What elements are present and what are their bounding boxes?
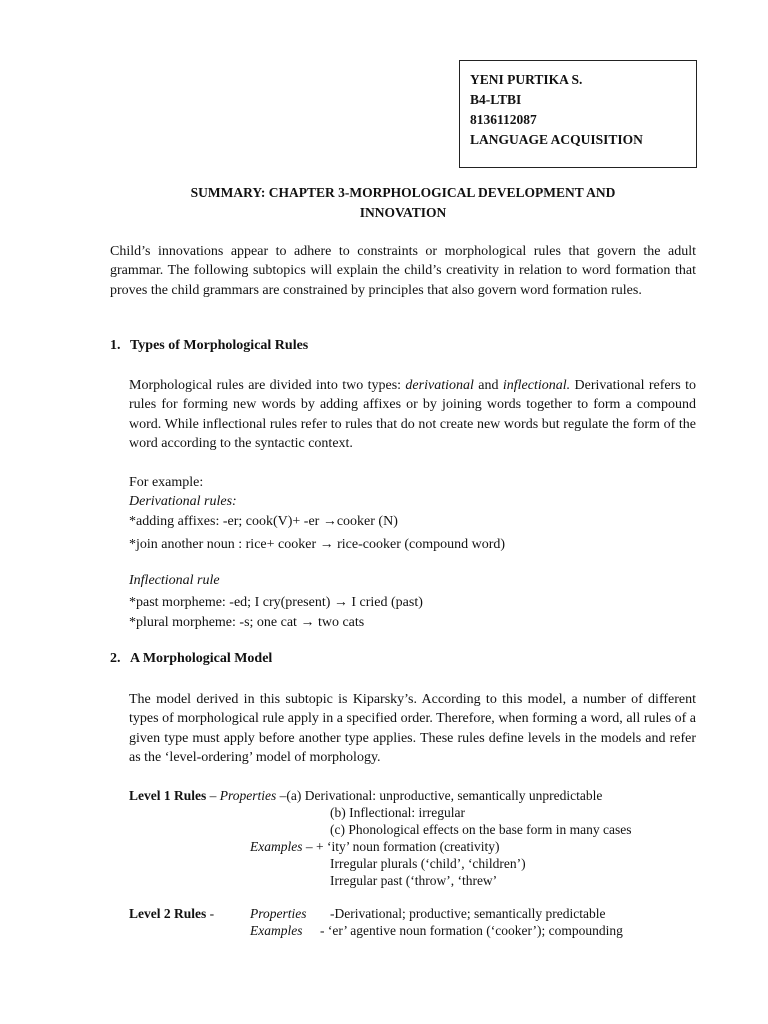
deriv-ex2-text: *join another noun : rice+ cooker bbox=[129, 537, 320, 552]
level-1-rules-row bbox=[129, 788, 602, 805]
level-2-rules-row bbox=[129, 906, 214, 923]
student-id: 8136112087 bbox=[470, 112, 537, 127]
title-line-2: INNOVATION bbox=[359, 205, 447, 220]
inflectional-example-2 bbox=[129, 613, 364, 632]
derivational-rules-label bbox=[129, 492, 237, 511]
arrow-right-icon: → bbox=[333, 595, 348, 610]
level-1-example-2: Irregular plurals (‘child’, ‘children’) bbox=[330, 856, 526, 871]
inflectional-rule-text: Inflectional rule bbox=[129, 573, 220, 588]
derivational-example-1 bbox=[129, 512, 398, 531]
section-1-text-start: Morphological rules are divided into two types: bbox=[129, 378, 406, 393]
intro-paragraph: Child’s innovations appear to adhere to constraints or morphological rules that govern the adult grammar. The following subtopics will explain the child’s creativity in relation to word formation that proves the child grammars are constrained by principles that also govern word formation rules. bbox=[110, 244, 696, 298]
section-1-text-rest: Derivational refers to rules for forming new words by adding affixes or by joining words together to form a compound word. While inflectional rules refer to rules that do not create new words but regulate the form of the word according to the syntactic context. bbox=[129, 378, 696, 452]
level-1-dash: – bbox=[206, 788, 220, 803]
section-1-number: 1. bbox=[110, 338, 121, 353]
level-1-examples-label: Examples bbox=[250, 839, 303, 854]
derivational-example-2 bbox=[129, 535, 505, 554]
section-2-title: A Morphological Model bbox=[130, 651, 273, 666]
section-1-title: Types of Morphological Rules bbox=[130, 338, 309, 353]
level-1-example-1: + ‘ity’ noun formation (creativity) bbox=[315, 839, 500, 854]
section-2-heading bbox=[110, 651, 272, 667]
derivational-rules-text: Derivational rules: bbox=[129, 494, 237, 509]
level-1-examples-row bbox=[250, 839, 500, 856]
level-1-properties-dash: – bbox=[276, 788, 287, 803]
for-example-label: For example: bbox=[129, 475, 204, 490]
level-2-properties-text: -Derivational; productive; semantically predictable bbox=[330, 906, 606, 921]
title-line-1: SUMMARY: CHAPTER 3-MORPHOLOGICAL DEVELOPMENT AND bbox=[190, 185, 616, 200]
level-1-properties-label: Properties bbox=[219, 788, 277, 803]
level-1-examples-dash: – bbox=[302, 839, 316, 854]
infl-ex2-text: *plural morpheme: -s; one cat bbox=[129, 615, 301, 630]
level-2-label: Level 2 Rules bbox=[129, 906, 207, 921]
level-1-property-c: (c) Phonological effects on the base form in many cases bbox=[330, 822, 632, 837]
level-2-properties-label: Properties bbox=[250, 906, 307, 921]
arrow-right-icon: → bbox=[319, 537, 334, 552]
level-2-examples-row bbox=[250, 923, 302, 940]
student-name: YENI PURTIKA S. bbox=[470, 72, 583, 87]
section-1-text-and: and bbox=[473, 378, 503, 393]
student-info-box bbox=[459, 60, 697, 168]
level-2-dash: - bbox=[206, 906, 215, 921]
deriv-ex1-text: *adding affixes: -er; cook(V)+ -er bbox=[129, 514, 323, 529]
section-1-heading bbox=[110, 338, 308, 354]
level-2-examples-text: - ‘er’ agentive noun formation (‘cooker’); compounding bbox=[320, 923, 623, 938]
level-1-property-b: (b) Inflectional: irregular bbox=[330, 805, 465, 820]
student-class: B4-LTBI bbox=[470, 92, 522, 107]
level-2-examples-label: Examples bbox=[250, 923, 303, 938]
section-1-paragraph bbox=[129, 376, 696, 454]
infl-ex2-result: two cats bbox=[314, 615, 365, 630]
course-name: LANGUAGE ACQUISITION bbox=[470, 132, 643, 147]
inflectional-example-1 bbox=[129, 593, 423, 612]
term-derivational: derivational bbox=[405, 378, 474, 393]
arrow-right-icon: → bbox=[322, 514, 337, 529]
deriv-ex1-result: cooker (N) bbox=[336, 514, 398, 529]
infl-ex1-text: *past morpheme: -ed; I cry(present) bbox=[129, 595, 334, 610]
inflectional-rule-label bbox=[129, 571, 220, 590]
arrow-right-icon: → bbox=[300, 615, 315, 630]
level-1-label: Level 1 Rules bbox=[129, 788, 207, 803]
infl-ex1-result: I cried (past) bbox=[347, 595, 423, 610]
section-2-paragraph: The model derived in this subtopic is Kiparsky’s. According to this model, a number of different types of morphological rule apply in a specified order. Therefore, when forming a word, all rules of a given type must apply before another type applies. These rules define levels in the models and refer as the ‘level-ordering’ model of morphology. bbox=[129, 692, 696, 766]
level-1-property-a: (a) Derivational: unproductive, semantically unpredictable bbox=[286, 788, 603, 803]
level-2-properties-row bbox=[250, 906, 307, 923]
term-inflectional: inflectional. bbox=[502, 378, 571, 393]
deriv-ex2-result: rice-cooker (compound word) bbox=[333, 537, 506, 552]
document-title bbox=[110, 183, 696, 223]
level-1-example-3: Irregular past (‘throw’, ‘threw’ bbox=[330, 873, 498, 888]
section-2-number: 2. bbox=[110, 651, 121, 666]
